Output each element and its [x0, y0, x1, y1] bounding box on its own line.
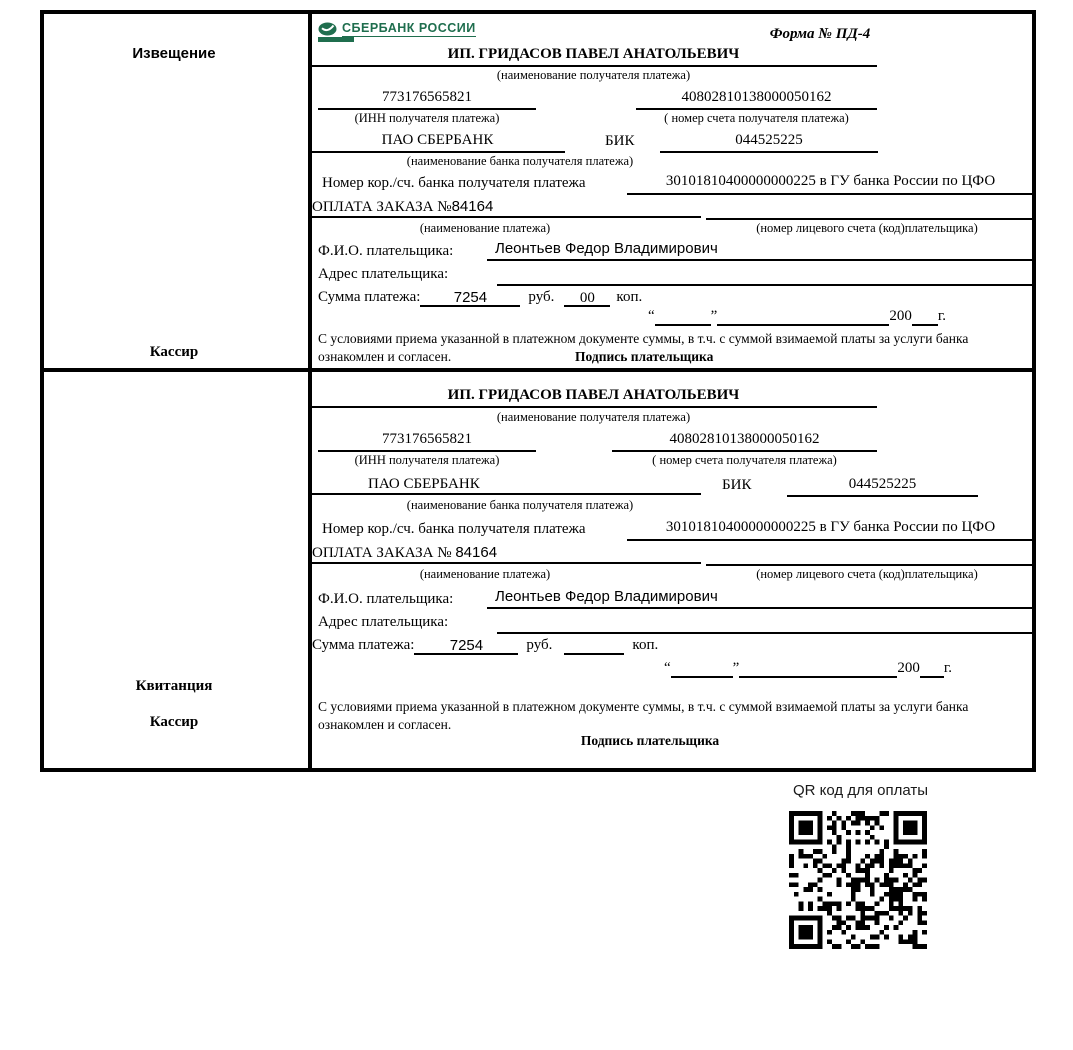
terms-line2-2: ознакомлен и согласен.: [318, 717, 452, 732]
section-divider: [40, 368, 1036, 372]
payee-inn-value: 773176565821: [318, 87, 536, 110]
payment-purpose-prefix-2: ОПЛАТА ЗАКАЗА №: [312, 545, 456, 561]
payee-account-label-2: ( номер счета получателя платежа): [652, 453, 837, 467]
date-day-line: [655, 307, 711, 326]
corr-account-value-2: 30101810400000000225 в ГУ банка России по ЦФО: [627, 517, 1034, 541]
payment-purpose-2: [310, 543, 701, 564]
bank-name-label-2: (наименование банка получателя платежа): [406, 498, 634, 512]
date-close-quote-2: ”: [732, 660, 740, 676]
kop-label-2: коп.: [632, 637, 659, 653]
bik-value: 044525225: [660, 130, 878, 153]
payer-name-value-2: Леонтьев Федор Владимирович: [487, 587, 1034, 609]
payer-name-label-2: Ф.И.О. плательщика:: [318, 591, 454, 607]
payee-inn-label: (ИНН получателя платежа): [354, 111, 500, 125]
date-month-line: [717, 307, 889, 326]
amount-label-2: Сумма платежа:: [312, 637, 415, 653]
rub-label-2: руб.: [526, 637, 553, 653]
bank-name-label: (наименование банка получателя платежа): [406, 154, 634, 168]
date-year-prefix-2: 200: [897, 660, 920, 676]
amount-row-2: [312, 633, 658, 655]
payer-name-value: Леонтьев Федор Владимирович: [487, 239, 1034, 261]
date-close-quote: ”: [710, 308, 718, 324]
amount-row: [318, 285, 642, 307]
payee-name-label-2: (наименование получателя платежа): [496, 410, 691, 424]
rub-label: руб.: [528, 289, 555, 305]
personal-account-line: [706, 197, 1034, 220]
date-year-prefix: 200: [889, 308, 912, 324]
date-open-quote: “: [648, 308, 655, 324]
payer-address-label: Адрес плательщика:: [318, 266, 449, 282]
form-number-label: Форма № ПД-4: [769, 26, 871, 42]
receipt-title: Квитанция: [135, 678, 213, 694]
qr-code: [789, 811, 927, 949]
sberbank-logo-text: СБЕРБАНК РОССИИ: [342, 21, 476, 35]
payee-name: ИП. ГРИДАСОВ ПАВЕЛ АНАТОЛЬЕВИЧ: [310, 44, 877, 67]
payee-name-2: ИП. ГРИДАСОВ ПАВЕЛ АНАТОЛЬЕВИЧ: [310, 385, 877, 408]
sberbank-logo-icon: [318, 22, 337, 36]
amount-kop-value-2: [564, 636, 624, 655]
payee-name-label: (наименование получателя платежа): [496, 68, 691, 82]
date-year-suffix-2: г.: [943, 660, 953, 676]
corr-account-value: 30101810400000000225 в ГУ банка России по ЦФО: [627, 171, 1034, 195]
notice-title: Извещение: [132, 45, 216, 62]
payer-address-label-2: Адрес плательщика:: [318, 614, 449, 630]
bik-value-2: 044525225: [787, 474, 978, 497]
date-row-2: [664, 656, 952, 678]
receipt-cashier-label: Кассир: [149, 714, 199, 730]
payee-inn-label-2: (ИНН получателя платежа): [354, 453, 500, 467]
amount-kop-value: 00: [564, 288, 610, 307]
payer-signature-label-2: Подпись плательщика: [580, 733, 720, 748]
sberbank-logo-tagline-strip: [318, 37, 354, 42]
payment-order-number-2: 84164: [455, 544, 498, 561]
payee-account-value-2: 40802810138000050162: [612, 429, 877, 452]
payment-purpose: [310, 197, 701, 218]
bik-label-2: БИК: [722, 477, 752, 493]
payer-address-line: [497, 262, 1034, 286]
payer-address-line-2: [497, 610, 1034, 634]
amount-label: Сумма платежа:: [318, 289, 421, 305]
terms-line1-2: С условиями приема указанной в платежном документе суммы, в т.ч. с суммой взимаемой платы за услуги банка: [318, 699, 969, 714]
payment-purpose-label-2: (наименование платежа): [419, 567, 551, 581]
payer-signature-label: Подпись плательщика: [575, 349, 714, 364]
payee-account-label: ( номер счета получателя платежа): [664, 111, 849, 125]
date-year-line: [912, 307, 938, 326]
payment-purpose-label: (наименование платежа): [419, 221, 551, 235]
notice-cashier-label: Кассир: [149, 344, 199, 360]
date-row: [648, 304, 946, 326]
personal-account-label: (номер лицевого счета (код)плательщика): [756, 221, 978, 235]
bank-name-value: ПАО СБЕРБАНК: [310, 130, 565, 153]
sberbank-logo: [318, 21, 476, 37]
payer-name-label: Ф.И.О. плательщика:: [318, 243, 454, 259]
date-year-line-2: [920, 659, 944, 678]
terms-line1: С условиями приема указанной в платежном документе суммы, в т.ч. с суммой взимаемой платы за услуги банка: [318, 331, 969, 346]
personal-account-line-2: [706, 543, 1034, 566]
corr-account-label: Номер кор./сч. банка получателя платежа: [322, 175, 586, 191]
terms-line2: ознакомлен и согласен.: [318, 349, 452, 364]
personal-account-label-2: (номер лицевого счета (код)плательщика): [756, 567, 978, 581]
amount-rub-value: 7254: [420, 288, 520, 307]
date-day-line-2: [671, 659, 733, 678]
corr-account-label-2: Номер кор./сч. банка получателя платежа: [322, 521, 586, 537]
date-open-quote-2: “: [664, 660, 671, 676]
kop-label: коп.: [616, 289, 643, 305]
payment-order-number: 84164: [451, 198, 494, 215]
bank-name-value-2: ПАО СБЕРБАНК: [310, 474, 701, 495]
qr-caption: QR код для оплаты: [792, 782, 928, 799]
payee-account-value: 40802810138000050162: [636, 87, 877, 110]
date-year-suffix: г.: [937, 308, 947, 324]
amount-rub-value-2: 7254: [414, 636, 518, 655]
date-month-line-2: [739, 659, 897, 678]
payment-purpose-prefix: ОПЛАТА ЗАКАЗА №: [312, 199, 452, 215]
payee-inn-value-2: 773176565821: [318, 429, 536, 452]
bik-label: БИК: [605, 133, 635, 149]
